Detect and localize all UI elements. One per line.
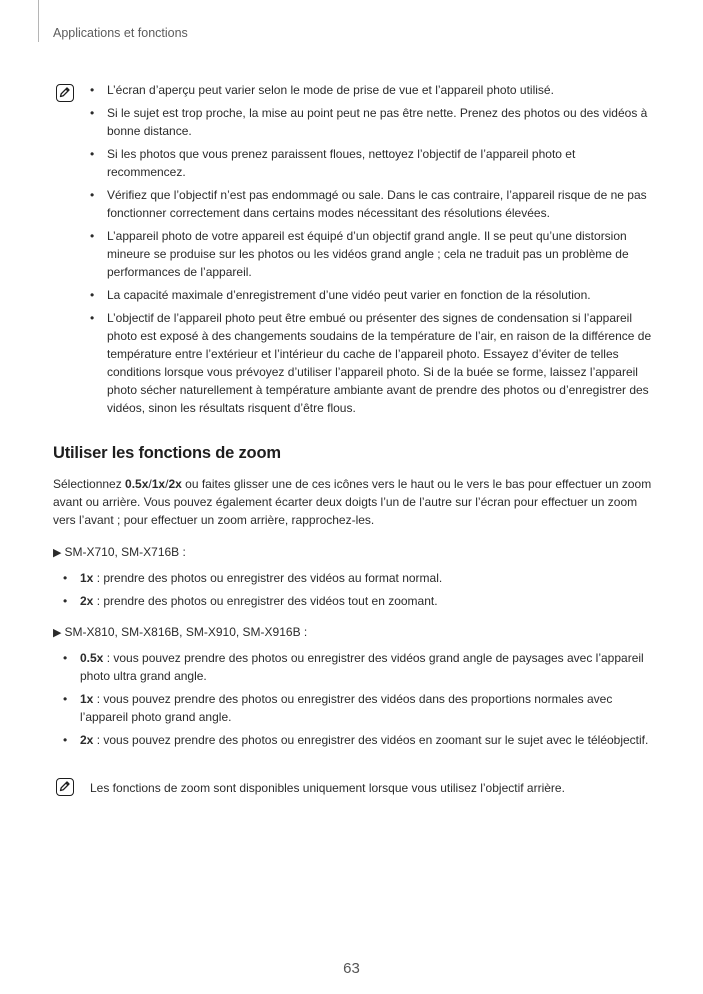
note-pencil-icon	[56, 84, 74, 102]
header-rule	[38, 0, 39, 42]
zoom-key-2x: 2x	[168, 477, 182, 491]
zoom-desc: : prendre des photos ou enregistrer des vidéos tout en zoomant.	[93, 594, 438, 608]
note-pencil-icon	[56, 778, 74, 796]
note-item: • L’appareil photo de votre appareil est équipé d’un objectif grand angle. Il se peut qu’une distorsion mineure se produise sur les photos ou les vidéos grand angle ; cela ne traduit pas un problème de performances de l’appareil.	[107, 227, 657, 281]
note-item: • La capacité maximale d’enregistrement d’une vidéo peut varier en fonction de la résolution.	[107, 286, 657, 304]
running-header: Applications et fonctions	[53, 26, 188, 40]
model-heading	[53, 543, 186, 562]
note-item: • L’écran d’aperçu peut varier selon le mode de prise de vue et l’appareil photo utilisé.	[107, 81, 657, 99]
section-title: Utiliser les fonctions de zoom	[53, 444, 281, 462]
model-heading	[53, 623, 307, 642]
list-item	[80, 592, 650, 610]
zoom-desc: : vous pouvez prendre des photos ou enregistrer des vidéos en zoomant sur le sujet avec le téléobjectif.	[93, 733, 649, 747]
note-item: • Si le sujet est trop proche, la mise au point peut ne pas être nette. Prenez des photos ou des vidéos à bonne distance.	[107, 104, 657, 140]
zoom-desc: : vous pouvez prendre des photos ou enregistrer des vidéos dans des proportions normales avec l’appareil photo grand angle.	[80, 692, 613, 724]
note-item: • Vérifiez que l’objectif n’est pas endommagé ou sale. Dans le cas contraire, l’appareil risque de ne pas fonctionner correctement dans certains modes nécessitant des résolutions élevées.	[107, 186, 657, 222]
zoom-key: 2x	[80, 594, 94, 608]
zoom-key-0.5x: 0.5x	[125, 477, 149, 491]
list-item	[80, 731, 650, 749]
page-number: 63	[343, 960, 360, 977]
triangle-right-icon: ▶	[53, 547, 62, 559]
zoom-key: 1x	[80, 571, 94, 585]
zoom-options-list	[80, 649, 650, 754]
intro-prefix: Sélectionnez	[53, 477, 126, 491]
list-item	[80, 690, 650, 726]
intro-sep: /	[148, 477, 152, 491]
triangle-right-icon: ▶	[53, 627, 62, 639]
note-item: • L’objectif de l’appareil photo peut être embué ou présenter des signes de condensation si l’appareil photo est exposé à des changements soudains de la température de l’air, en raison de la différence de température entre l’extérieur et l’intérieur du cache de l’appareil photo. Essayez d’éviter de telles conditions lorsque vous prévoyez d’utiliser l’appareil photo. Si de la buée se forme, laissez l’appareil photo sécher naturellement à température ambiante avant de prendre des photos ou d’enregistrer des vidéos, sinon les résultats risquent d’être flous.	[107, 309, 657, 417]
zoom-key: 1x	[80, 692, 94, 706]
zoom-key-1x: 1x	[151, 477, 166, 491]
model-list: SM-X810, SM-X816B, SM-X910, SM-X916B :	[64, 625, 308, 639]
zoom-desc: : prendre des photos ou enregistrer des vidéos au format normal.	[93, 571, 443, 585]
zoom-key: 2x	[80, 733, 94, 747]
note-list	[107, 81, 657, 422]
zoom-note: Les fonctions de zoom sont disponibles uniquement lorsque vous utilisez l’objectif arrière.	[90, 781, 565, 795]
zoom-key: 0.5x	[80, 651, 104, 665]
zoom-desc: : vous pouvez prendre des photos ou enregistrer des vidéos grand angle de paysages avec l’appareil photo ultra grand angle.	[80, 651, 644, 683]
intro-suffix: ou faites glisser une de ces icônes vers le haut ou le vers le bas pour effectuer un zoom avant ou arrière. Vous pouvez également écarter deux doigts l’un de l’autre sur l’écran pour effectuer un zoom vers l’avant ; pour effectuer un zoom arrière, rapprochez-les.	[53, 477, 652, 527]
model-list: SM-X710, SM-X716B :	[64, 545, 186, 559]
list-item	[80, 649, 650, 685]
zoom-options-list	[80, 569, 650, 615]
zoom-intro	[53, 475, 653, 529]
note-item: • Si les photos que vous prenez paraissent floues, nettoyez l’objectif de l’appareil photo et recommencez.	[107, 145, 657, 181]
intro-sep: /	[165, 477, 169, 491]
list-item	[80, 569, 650, 587]
